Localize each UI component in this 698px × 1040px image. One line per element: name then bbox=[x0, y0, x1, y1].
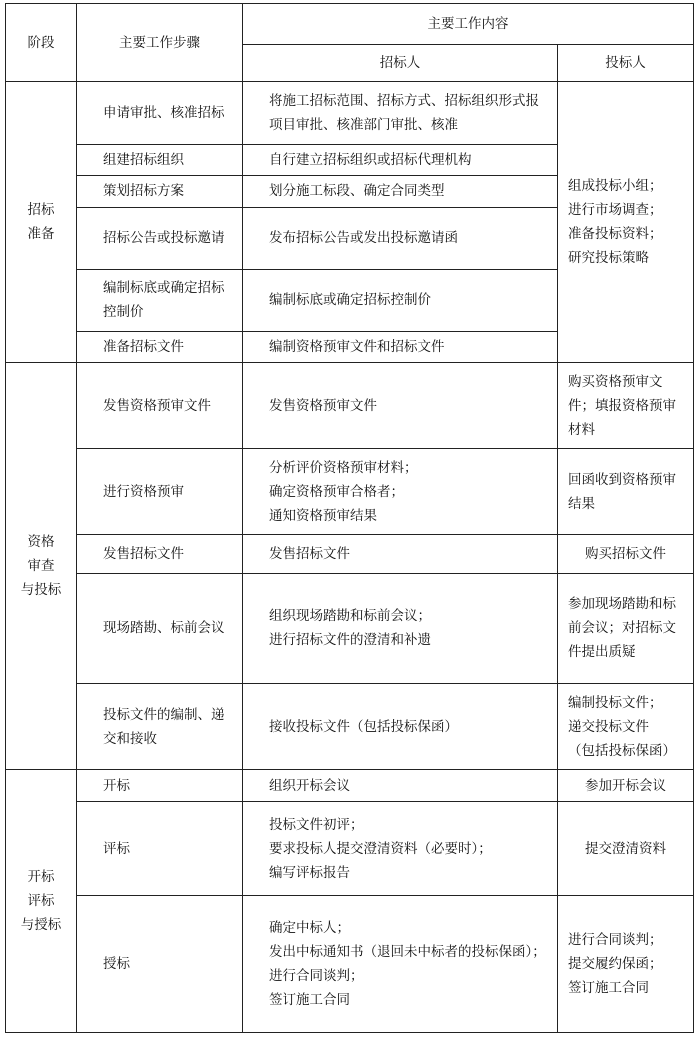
tenderer-cell: 确定中标人； 发出中标通知书（退回未中标者的投标保函）； 进行合同谈判； 签订施工合同 bbox=[243, 896, 558, 1033]
table-row bbox=[6, 362, 694, 448]
step-cell: 开标 bbox=[77, 770, 243, 802]
tenderer-cell: 投标文件初评； 要求投标人提交澄清资料（必要时）； 编写评标报告 bbox=[243, 802, 558, 896]
tenderer-cell: 划分施工标段、确定合同类型 bbox=[243, 176, 558, 207]
header-bidder: 投标人 bbox=[558, 45, 694, 82]
step-cell: 评标 bbox=[77, 802, 243, 896]
tenderer-cell: 编制资格预审文件和招标文件 bbox=[243, 331, 558, 362]
step-cell: 发售资格预审文件 bbox=[77, 362, 243, 448]
bidder-cell: 回函收到资格预审结果 bbox=[558, 449, 694, 535]
stage-cell: 开标 评标 与授标 bbox=[6, 770, 77, 1033]
step-cell: 申请审批、核准招标 bbox=[77, 82, 243, 145]
tenderer-cell: 发售招标文件 bbox=[243, 535, 558, 573]
step-cell: 编制标底或确定招标控制价 bbox=[77, 269, 243, 331]
table-row bbox=[6, 683, 694, 769]
bidder-cell: 购买资格预审文件；填报资格预审材料 bbox=[558, 362, 694, 448]
step-cell: 进行资格预审 bbox=[77, 449, 243, 535]
tenderer-cell: 将施工招标范围、招标方式、招标组织形式报项目审批、核准部门审批、核准 bbox=[243, 82, 558, 145]
bidder-cell: 组成投标小组； 进行市场调查； 准备投标资料； 研究投标策略 bbox=[558, 82, 694, 363]
tenderer-cell: 接收投标文件（包括投标保函） bbox=[243, 683, 558, 769]
tenderer-cell: 组织开标会议 bbox=[243, 770, 558, 802]
header-stage: 阶段 bbox=[6, 4, 77, 82]
step-cell: 策划招标方案 bbox=[77, 176, 243, 207]
header-tenderer: 招标人 bbox=[243, 45, 558, 82]
table-row bbox=[6, 449, 694, 535]
tenderer-cell: 自行建立招标组织或招标代理机构 bbox=[243, 145, 558, 176]
tenderer-cell: 编制标底或确定招标控制价 bbox=[243, 269, 558, 331]
tenderer-cell: 组织现场踏勘和标前会议； 进行招标文件的澄清和补遗 bbox=[243, 573, 558, 683]
step-cell: 准备招标文件 bbox=[77, 331, 243, 362]
table-row bbox=[6, 535, 694, 573]
stage-cell: 资格 审查 与投标 bbox=[6, 362, 77, 769]
table-row bbox=[6, 770, 694, 802]
step-cell: 授标 bbox=[77, 896, 243, 1033]
bidder-cell: 参加现场踏勘和标前会议；对招标文件提出质疑 bbox=[558, 573, 694, 683]
header-content: 主要工作内容 bbox=[243, 4, 694, 45]
step-cell: 投标文件的编制、递交和接收 bbox=[77, 683, 243, 769]
bidder-cell: 进行合同谈判； 提交履约保函； 签订施工合同 bbox=[558, 896, 694, 1033]
step-cell: 组建招标组织 bbox=[77, 145, 243, 176]
step-cell: 招标公告或投标邀请 bbox=[77, 207, 243, 269]
table-row bbox=[6, 802, 694, 896]
step-cell: 发售招标文件 bbox=[77, 535, 243, 573]
tenderer-cell: 发布招标公告或发出投标邀请函 bbox=[243, 207, 558, 269]
stage-cell: 招标 准备 bbox=[6, 82, 77, 363]
bidding-process-table bbox=[5, 3, 694, 1033]
tenderer-cell: 分析评价资格预审材料； 确定资格预审合格者； 通知资格预审结果 bbox=[243, 449, 558, 535]
header-steps: 主要工作步骤 bbox=[77, 4, 243, 82]
bidder-cell: 参加开标会议 bbox=[558, 770, 694, 802]
table-row bbox=[6, 896, 694, 1033]
bidder-cell: 提交澄清资料 bbox=[558, 802, 694, 896]
bidder-cell: 购买招标文件 bbox=[558, 535, 694, 573]
step-cell: 现场踏勘、标前会议 bbox=[77, 573, 243, 683]
bidder-cell: 编制投标文件； 递交投标文件 （包括投标保函） bbox=[558, 683, 694, 769]
table-row bbox=[6, 573, 694, 683]
table-row bbox=[6, 82, 694, 145]
tenderer-cell: 发售资格预审文件 bbox=[243, 362, 558, 448]
